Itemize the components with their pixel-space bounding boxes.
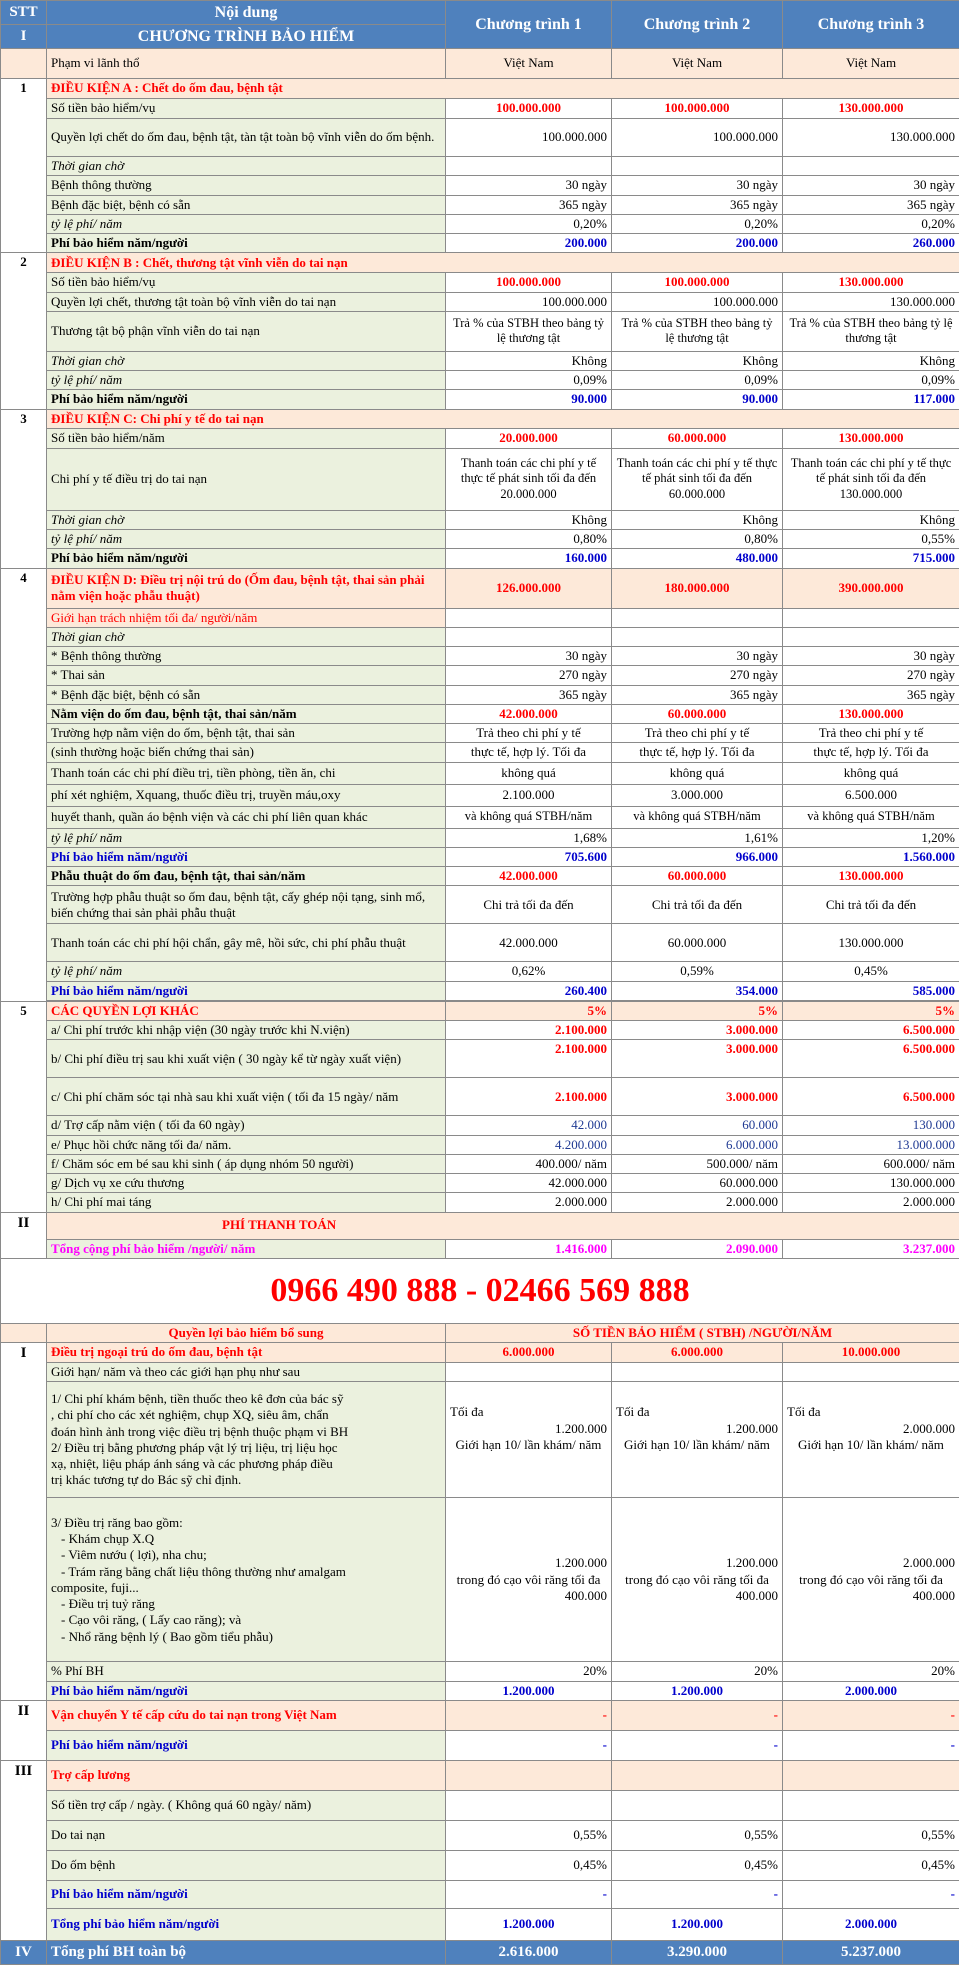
cell-text: và không quá STBH/năm: [612, 806, 783, 828]
roman-ii: II: [1, 1700, 47, 1760]
cell-value: 2.100.000: [446, 784, 612, 806]
cell-text: thực tế, hợp lý. Tối đa: [446, 743, 612, 762]
total-value: 1.416.000: [446, 1239, 612, 1258]
hotline-banner: 0966 490 888 - 02466 569 888: [1, 1258, 959, 1323]
cell-text: Tối đa: [787, 1404, 955, 1420]
cell-value: Không: [446, 351, 612, 370]
cell-text: không quá: [446, 762, 612, 784]
cell-value: 42.000.000: [446, 924, 612, 962]
row-label: tỷ lệ phí/ năm: [47, 530, 446, 549]
cell-value: Không: [612, 510, 783, 529]
fee-value: 160.000: [446, 549, 612, 568]
cell-value: 30 ngày: [783, 647, 959, 666]
row-label: Do ốm bệnh: [47, 1850, 446, 1880]
cell-value: 100.000.000: [612, 273, 783, 292]
roman-i: I: [1, 1343, 47, 1701]
row-label: Số tiền trợ cấp / ngày. ( Không quá 60 ngày/ năm): [47, 1790, 446, 1820]
cell-value: 130.000: [783, 1116, 959, 1135]
cell-value: 0,45%: [612, 1850, 783, 1880]
row-label: % Phí BH: [47, 1662, 446, 1681]
total-value: 3.237.000: [783, 1239, 959, 1258]
cell-value: 600.000/ năm: [783, 1154, 959, 1173]
row-label: h/ Chi phí mai táng: [47, 1193, 446, 1212]
subtotal-value: 1.200.000: [446, 1908, 612, 1940]
scope-label: Phạm vi lãnh thổ: [47, 49, 446, 79]
cell-amount: 1.200.000: [616, 1555, 778, 1571]
roman-ii: II: [1, 1212, 47, 1258]
stt-header: STT: [1, 1, 47, 25]
program-title: CHƯƠNG TRÌNH BẢO HIỂM: [47, 25, 446, 49]
row-label: Thời gian chờ: [47, 351, 446, 370]
row-label: Thương tật bộ phận vĩnh viễn do tai nạn: [47, 311, 446, 351]
cell-value: 365 ngày: [446, 195, 612, 214]
cell-value: 20%: [446, 1662, 612, 1681]
scope-value: Việt Nam: [446, 49, 612, 79]
row-label: Phẫu thuật do ốm đau, bệnh tật, thai sản/năm: [47, 867, 446, 886]
cell-amount: 1.200.000: [616, 1421, 778, 1437]
cell-value: 1,61%: [612, 828, 783, 847]
fee-label: Phí bảo hiểm năm/người: [47, 234, 446, 253]
cell-value: 60.000.000: [612, 867, 783, 886]
cell-value: 180.000.000: [612, 568, 783, 608]
row-label: Thời gian chờ: [47, 510, 446, 529]
cell-value: 1,68%: [446, 828, 612, 847]
cell-value: 130.000.000: [783, 119, 959, 157]
cell-text: Chi trả tối đa đến: [783, 886, 959, 924]
cell-value: 2.000.000: [446, 1193, 612, 1212]
row-label: c/ Chi phí chăm sóc tại nhà sau khi xuất viện ( tối đa 15 ngày/ năm: [47, 1078, 446, 1116]
cell-value: 42.000.000: [446, 1174, 612, 1193]
row-label: tỷ lệ phí/ năm: [47, 214, 446, 233]
cell-value: Không: [446, 510, 612, 529]
text-line: 1/ Chi phí khám bệnh, tiền thuốc theo kê đơn của bác sỹ: [51, 1391, 441, 1407]
fee-value: 705.600: [446, 847, 612, 866]
row-label: Do tai nạn: [47, 1820, 446, 1850]
roman-i: I: [1, 25, 47, 49]
fee-value: -: [446, 1880, 612, 1908]
fee-label: Phí bảo hiểm năm/người: [47, 390, 446, 409]
fee-value: 354.000: [612, 981, 783, 1000]
cell-text: Giới hạn 10/ lần khám/ năm: [616, 1437, 778, 1453]
cell-value: 130.000.000: [783, 99, 959, 119]
cell-amount: 2.000.000: [787, 1555, 955, 1571]
cell-value: [612, 448, 783, 510]
cell-value: -: [612, 1700, 783, 1730]
cell-value: [612, 1382, 783, 1498]
cell-value: 100.000.000: [612, 99, 783, 119]
text-line: - Viêm nướu ( lợi), nha chu;: [51, 1547, 441, 1563]
cell-value: 2.100.000: [446, 1021, 612, 1040]
plan-3-header: Chương trình 3: [783, 1, 959, 49]
row-label: Bệnh thông thường: [47, 176, 446, 195]
cell-text: trong đó cạo vôi răng tối đa: [450, 1572, 607, 1588]
row-label: Trường hợp nằm viện do ốm, bệnh tật, thai sản: [47, 724, 446, 743]
cell-value: 20%: [612, 1662, 783, 1681]
fee-label: Phí bảo hiểm năm/người: [47, 847, 446, 866]
cell-text: trong đó cạo vôi răng tối đa: [787, 1572, 955, 1588]
cell-value: 42.000: [446, 1116, 612, 1135]
fee-value: 2.000.000: [783, 1681, 959, 1700]
fee-label: Phí bảo hiểm năm/người: [47, 1681, 446, 1700]
cell-value: 60.000.000: [612, 428, 783, 448]
roman-iv: IV: [1, 1940, 47, 1964]
fee-value: 117.000: [783, 390, 959, 409]
text-line: - Điều trị tuỷ răng: [51, 1596, 441, 1612]
row-label: e/ Phục hồi chức năng tối đa/ năm.: [47, 1135, 446, 1154]
fee-value: 90.000: [612, 390, 783, 409]
row-label: b/ Chi phí điều trị sau khi xuất viện ( 30 ngày kể từ ngày xuất viện): [47, 1040, 446, 1078]
fee-value: 585.000: [783, 981, 959, 1000]
row-label: Nằm viện do ốm đau, bệnh tật, thai sản/năm: [47, 704, 446, 723]
section-no: 5: [1, 1001, 47, 1212]
text-line: 2/ Điều trị bằng phương pháp vật lý trị liệu, trị liệu học: [51, 1440, 441, 1456]
cell-text: Tối đa: [450, 1404, 607, 1420]
cell-value: 100.000.000: [446, 99, 612, 119]
cell-value: 4.200.000: [446, 1135, 612, 1154]
plan-2-header: Chương trình 2: [612, 1, 783, 49]
cell-value: 0,45%: [446, 1850, 612, 1880]
row-label: * Thai sản: [47, 666, 446, 685]
section-no: 2: [1, 253, 47, 409]
cell-value: Không: [783, 510, 959, 529]
cell-value: 130.000.000: [783, 867, 959, 886]
cell-value: 130.000.000: [783, 273, 959, 292]
section-a-title: ĐIỀU KIỆN A : Chết do ốm đau, bệnh tật: [47, 79, 959, 99]
fee-value: 1.200.000: [446, 1681, 612, 1700]
cell-value: 500.000/ năm: [612, 1154, 783, 1173]
cell-amount: 400.000: [450, 1588, 607, 1604]
supp-title: Quyền lợi bảo hiểm bổ sung: [47, 1323, 446, 1342]
cell-value: 5%: [446, 1001, 612, 1020]
row-label: Bệnh đặc biệt, bệnh có sẵn: [47, 195, 446, 214]
cell-value: 3.000.000: [612, 1021, 783, 1040]
cell-text: Trả theo chi phí y tế: [612, 724, 783, 743]
row-label: Thanh toán các chi phí hội chẩn, gây mê, hồi sức, chi phí phẫu thuật: [47, 924, 446, 962]
fee-value: 480.000: [612, 549, 783, 568]
cell-value: 0,20%: [612, 214, 783, 233]
grand-total-value: 3.290.000: [612, 1940, 783, 1964]
row-label: Số tiền bảo hiểm/vụ: [47, 99, 446, 119]
cell-text: Thanh toán các chi phí y tế thực tế phát sinh tối đa đến: [787, 456, 955, 487]
section-b-title: ĐIỀU KIỆN B : Chết, thương tật vĩnh viễn do tai nạn: [47, 253, 959, 273]
row-label: Quyền lợi chết do ốm đau, bệnh tật, tàn tật toàn bộ vĩnh viễn do ốm bệnh.: [47, 119, 446, 157]
row-label: Số tiền bảo hiểm/vụ: [47, 273, 446, 292]
row-label: phí xét nghiệm, Xquang, thuốc điều trị, truyền máu,oxy: [47, 784, 446, 806]
payment-title: PHÍ THANH TOÁN: [47, 1212, 959, 1239]
section-no: 3: [1, 409, 47, 568]
fee-label: Phí bảo hiểm năm/người: [47, 1880, 446, 1908]
row-label: Thời gian chờ: [47, 157, 446, 176]
cell-value: 60.000.000: [612, 1174, 783, 1193]
cell-value: Trả % của STBH theo bảng tỷ lệ thương tật: [783, 311, 959, 351]
row-label: d/ Trợ cấp nằm viện ( tối đa 60 ngày): [47, 1116, 446, 1135]
cell-value: 3.000.000: [612, 1078, 783, 1116]
cell-value: 0,45%: [783, 1850, 959, 1880]
cell-value: 130.000.000: [783, 1174, 959, 1193]
cell-value: [446, 1498, 612, 1662]
fee-value: -: [612, 1880, 783, 1908]
scope-value: Việt Nam: [783, 49, 959, 79]
cell-value: Trả % của STBH theo bảng tỷ lệ thương tật: [612, 311, 783, 351]
cell-value: 0,55%: [783, 530, 959, 549]
cell-value: 365 ngày: [446, 685, 612, 704]
cell-text: thực tế, hợp lý. Tối đa: [783, 743, 959, 762]
row-label: huyết thanh, quần áo bệnh viện và các chi phí liên quan khác: [47, 806, 446, 828]
cell-value: 100.000.000: [612, 292, 783, 311]
cell-value: 100.000.000: [446, 119, 612, 157]
cell-value: 100.000.000: [446, 273, 612, 292]
section-no: 4: [1, 568, 47, 1001]
cell-value: 270 ngày: [446, 666, 612, 685]
cell-value: 365 ngày: [783, 195, 959, 214]
section-c-title: ĐIỀU KIỆN C: Chi phí y tế do tai nạn: [47, 409, 959, 428]
cell-value: 6.500.000: [783, 1040, 959, 1078]
cell-value: 400.000/ năm: [446, 1154, 612, 1173]
row-label: (sinh thường hoặc biến chứng thai sản): [47, 743, 446, 762]
fee-value: 1.560.000: [783, 847, 959, 866]
cell-value: 270 ngày: [612, 666, 783, 685]
cell-amount: 1.200.000: [450, 1421, 607, 1437]
cell-value: 0,62%: [446, 962, 612, 981]
cell-value: 130.000.000: [783, 292, 959, 311]
text-line: đoán hình ảnh trong việc điều trị bệnh thuộc phạm vi BH: [51, 1424, 441, 1440]
cell-value: 0,59%: [612, 962, 783, 981]
cell-value: 0,80%: [446, 530, 612, 549]
cell-value: 0,55%: [446, 1820, 612, 1850]
cell-value: 130.000.000: [783, 924, 959, 962]
row-label: [47, 1498, 446, 1662]
total-value: 2.090.000: [612, 1239, 783, 1258]
text-line: , chi phí cho các xét nghiệm, chụp XQ, siêu âm, chẩn: [51, 1407, 441, 1423]
cell-value: 2.000.000: [783, 1193, 959, 1212]
roman-iii: III: [1, 1760, 47, 1940]
cell-text: Tối đa: [616, 1404, 778, 1420]
cell-value: [783, 1382, 959, 1498]
cell-value: 126.000.000: [446, 568, 612, 608]
row-label: [47, 1382, 446, 1498]
cell-text: thực tế, hợp lý. Tối đa: [612, 743, 783, 762]
cell-value: [783, 1498, 959, 1662]
cell-amount: 20.000.000: [450, 487, 607, 503]
fee-value: -: [783, 1880, 959, 1908]
cell-value: -: [446, 1700, 612, 1730]
fee-label: Phí bảo hiểm năm/người: [47, 549, 446, 568]
cell-text: Chi trả tối đa đến: [612, 886, 783, 924]
cell-amount: 130.000.000: [787, 487, 955, 503]
cell-value: 0,09%: [446, 371, 612, 390]
cell-value: 6.500.000: [783, 1078, 959, 1116]
total-label: Tổng cộng phí bảo hiểm /người/ năm: [47, 1239, 446, 1258]
row-label: Giới hạn trách nhiệm tối đa/ người/năm: [47, 608, 446, 627]
fee-value: 966.000: [612, 847, 783, 866]
row-label: * Bệnh thông thường: [47, 647, 446, 666]
subtotal-label: Tổng phí bảo hiểm năm/người: [47, 1908, 446, 1940]
row-label: g/ Dịch vụ xe cứu thương: [47, 1174, 446, 1193]
stbh-header: SỐ TIỀN BẢO HIỂM ( STBH) /NGƯỜI/NĂM: [446, 1323, 959, 1342]
cell-value: 20%: [783, 1662, 959, 1681]
cell-value: 365 ngày: [783, 685, 959, 704]
text-line: 3/ Điều trị răng bao gồm:: [51, 1515, 441, 1531]
fee-value: 260.000: [783, 234, 959, 253]
fee-label: Phí bảo hiểm năm/người: [47, 981, 446, 1000]
cell-value: 3.000.000: [612, 1040, 783, 1078]
subtotal-value: 2.000.000: [783, 1908, 959, 1940]
cell-value: 0,20%: [783, 214, 959, 233]
cell-value: 13.000.000: [783, 1135, 959, 1154]
cell-value: [446, 1382, 612, 1498]
row-label: Chi phí y tế điều trị do tai nạn: [47, 448, 446, 510]
cell-value: 30 ngày: [446, 176, 612, 195]
row-label: f/ Chăm sóc em bé sau khi sinh ( áp dụng nhóm 50 người): [47, 1154, 446, 1173]
text-line: composite, fuji...: [51, 1580, 441, 1596]
cell-text: trong đó cạo vôi răng tối đa: [616, 1572, 778, 1588]
fee-value: -: [783, 1730, 959, 1760]
cell-value: 6.500.000: [783, 784, 959, 806]
cell-value: 10.000.000: [783, 1343, 959, 1363]
cell-amount: 400.000: [787, 1588, 955, 1604]
row-label: Thời gian chờ: [47, 627, 446, 646]
section-no: 1: [1, 79, 47, 253]
cell-value: 365 ngày: [612, 685, 783, 704]
cell-value: 100.000.000: [446, 292, 612, 311]
cell-value: Không: [612, 351, 783, 370]
cell-text: Thanh toán các chi phí y tế thực tế phát sinh tối đa đến: [450, 456, 607, 487]
cell-value: 60.000.000: [612, 924, 783, 962]
cell-value: 0,45%: [783, 962, 959, 981]
row-label: * Bệnh đặc biệt, bệnh có sẵn: [47, 685, 446, 704]
cell-amount: 1.200.000: [450, 1555, 607, 1571]
cell-value: 30 ngày: [446, 647, 612, 666]
cell-value: -: [783, 1700, 959, 1730]
cell-value: 270 ngày: [783, 666, 959, 685]
plan-1-header: Chương trình 1: [446, 1, 612, 49]
cell-value: [783, 448, 959, 510]
text-line: - Khám chụp X.Q: [51, 1531, 441, 1547]
row-label: tỷ lệ phí/ năm: [47, 962, 446, 981]
fee-label: Phí bảo hiểm năm/người: [47, 1730, 446, 1760]
cell-value: [446, 448, 612, 510]
cell-value: 5%: [783, 1001, 959, 1020]
cell-value: 2.100.000: [446, 1040, 612, 1078]
cell-value: 2.100.000: [446, 1078, 612, 1116]
grand-total-value: 5.237.000: [783, 1940, 959, 1964]
cell-amount: 60.000.000: [616, 487, 778, 503]
cell-text: Giới hạn 10/ lần khám/ năm: [787, 1437, 955, 1453]
row-label: tỷ lệ phí/ năm: [47, 371, 446, 390]
cell-value: [612, 1498, 783, 1662]
cell-text: Giới hạn 10/ lần khám/ năm: [450, 1437, 607, 1453]
cell-value: 42.000.000: [446, 867, 612, 886]
allowance-title: Trợ cấp lương: [47, 1760, 446, 1790]
cell-value: 3.000.000: [612, 784, 783, 806]
cell-value: 6.000.000: [446, 1343, 612, 1363]
cell-value: 6.500.000: [783, 1021, 959, 1040]
cell-value: 130.000.000: [783, 428, 959, 448]
cell-text: Trả theo chi phí y tế: [446, 724, 612, 743]
cell-text: và không quá STBH/năm: [783, 806, 959, 828]
fee-value: 200.000: [612, 234, 783, 253]
text-line: - Trám răng bằng chất liệu thông thường như amalgam: [51, 1564, 441, 1580]
section-e-title: CÁC QUYỀN LỢI KHÁC: [47, 1001, 446, 1020]
text-line: - Cạo vôi răng, ( Lấy cao răng); và: [51, 1612, 441, 1628]
grand-total-value: 2.616.000: [446, 1940, 612, 1964]
cell-value: 2.000.000: [612, 1193, 783, 1212]
cell-value: 30 ngày: [612, 647, 783, 666]
cell-value: 0,55%: [783, 1820, 959, 1850]
cell-amount: 2.000.000: [787, 1421, 955, 1437]
cell-value: Trả % của STBH theo bảng tỷ lệ thương tật: [446, 311, 612, 351]
cell-value: 0,55%: [612, 1820, 783, 1850]
cell-amount: 400.000: [616, 1588, 778, 1604]
row-label: tỷ lệ phí/ năm: [47, 828, 446, 847]
section-d-title: ĐIỀU KIỆN D: Điều trị nội trú do (Ốm đau, bệnh tật, thai sản phải nằm viện hoặc phẫu thuật): [47, 568, 446, 608]
row-label: Thanh toán các chi phí điều trị, tiền phòng, tiền ăn, chi: [47, 762, 446, 784]
cell-value: 130.000.000: [783, 704, 959, 723]
fee-value: 200.000: [446, 234, 612, 253]
cell-text: và không quá STBH/năm: [446, 806, 612, 828]
cell-value: 6.000.000: [612, 1343, 783, 1363]
cell-value: 0,09%: [612, 371, 783, 390]
cell-value: Không: [783, 351, 959, 370]
fee-value: 90.000: [446, 390, 612, 409]
row-label: a/ Chi phí trước khi nhập viện (30 ngày trước khi N.viện): [47, 1021, 446, 1040]
cell-text: Trả theo chi phí y tế: [783, 724, 959, 743]
fee-value: -: [446, 1730, 612, 1760]
cell-value: 0,20%: [446, 214, 612, 233]
cell-value: 30 ngày: [783, 176, 959, 195]
cell-value: 5%: [612, 1001, 783, 1020]
cell-text: Thanh toán các chi phí y tế thực tế phát sinh tối đa đến: [616, 456, 778, 487]
outpatient-title: Điều trị ngoại trú do ốm đau, bệnh tật: [47, 1343, 446, 1363]
cell-value: 365 ngày: [612, 195, 783, 214]
grand-total-label: Tổng phí BH toàn bộ: [47, 1940, 446, 1964]
row-label: Quyền lợi chết, thương tật toàn bộ vĩnh viễn do tai nạn: [47, 292, 446, 311]
cell-value: 0,80%: [612, 530, 783, 549]
cell-text: Chi trả tối đa đến: [446, 886, 612, 924]
text-line: trị khác tương tự do Bác sỹ chỉ định.: [51, 1472, 441, 1488]
cell-value: 30 ngày: [612, 176, 783, 195]
fee-value: -: [612, 1730, 783, 1760]
cell-value: 0,09%: [783, 371, 959, 390]
cell-value: 20.000.000: [446, 428, 612, 448]
cell-value: 60.000.000: [612, 704, 783, 723]
cell-text: không quá: [612, 762, 783, 784]
fee-value: 715.000: [783, 549, 959, 568]
transport-title: Vận chuyển Y tế cấp cứu do tai nạn trong Việt Nam: [47, 1700, 446, 1730]
subtotal-value: 1.200.000: [612, 1908, 783, 1940]
fee-value: 260.400: [446, 981, 612, 1000]
noi-dung-header: Nội dung: [47, 1, 446, 25]
cell-value: 60.000: [612, 1116, 783, 1135]
row-label: Giới hạn/ năm và theo các giới hạn phụ như sau: [47, 1363, 446, 1382]
scope-value: Việt Nam: [612, 49, 783, 79]
fee-value: 1.200.000: [612, 1681, 783, 1700]
text-line: xạ, nhiệt, liệu pháp ánh sáng và các phương pháp điều: [51, 1456, 441, 1472]
cell-value: 42.000.000: [446, 704, 612, 723]
text-line: - Nhổ răng bệnh lý ( Bao gồm tiểu phẫu): [51, 1629, 441, 1645]
cell-value: 6.000.000: [612, 1135, 783, 1154]
row-label: Trường hợp phẫu thuật so ốm đau, bệnh tật, cấy ghép nội tạng, sinh mổ, biến chứng thai sản phải phẫu thuật: [47, 886, 446, 924]
cell-text: không quá: [783, 762, 959, 784]
cell-value: 390.000.000: [783, 568, 959, 608]
row-label: Số tiền bảo hiểm/năm: [47, 428, 446, 448]
cell-value: 1,20%: [783, 828, 959, 847]
cell-value: 100.000.000: [612, 119, 783, 157]
